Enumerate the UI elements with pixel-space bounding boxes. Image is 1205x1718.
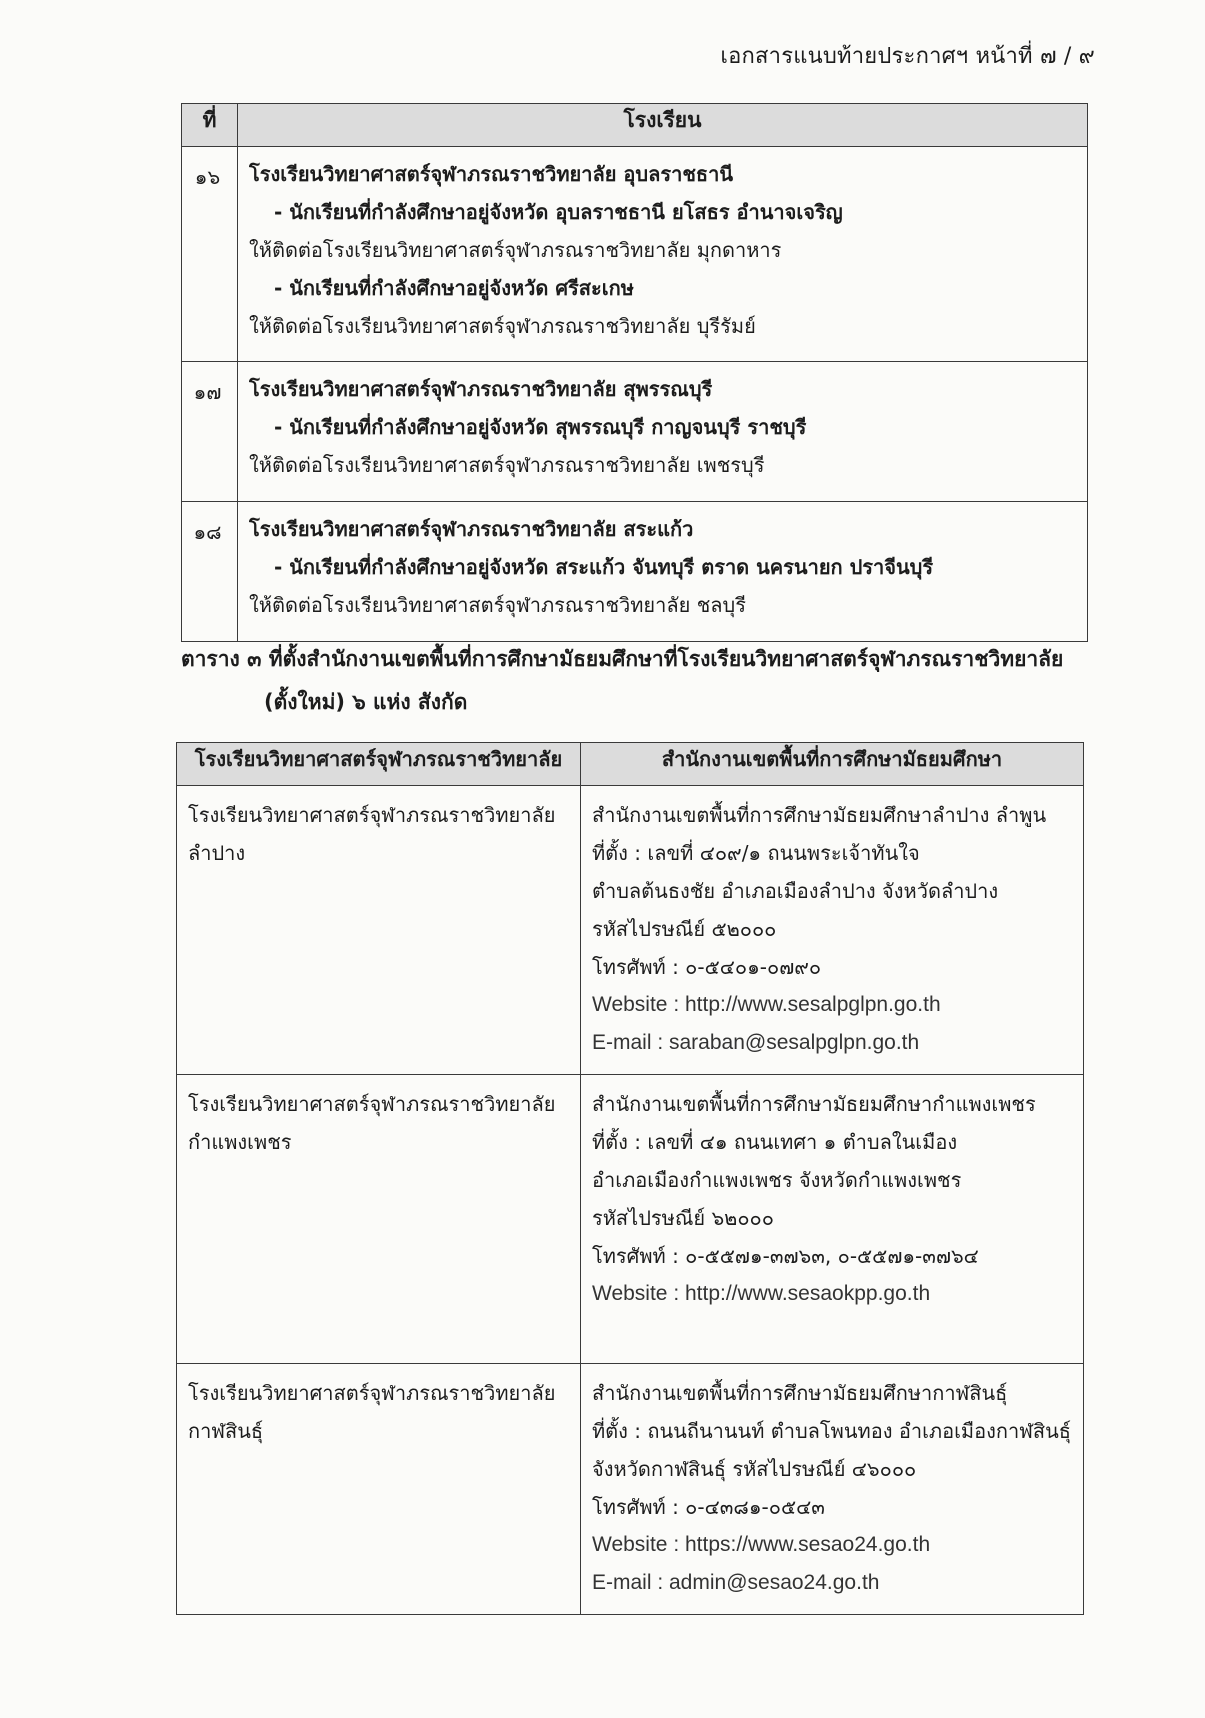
office-website: Website : https://www.sesao24.go.th (592, 1533, 931, 1556)
header-school: โรงเรียนวิทยาศาสตร์จุฬาภรณราชวิทยาลัย (177, 743, 581, 786)
table-row (182, 502, 1088, 642)
table-row (177, 786, 1084, 1075)
office-name: สำนักงานเขตพื้นที่การศึกษามัธยมศึกษากาฬสินธุ์ (592, 1381, 1008, 1405)
school-cell (238, 502, 1088, 642)
caption-line-1: ตาราง ๓ ที่ตั้งสำนักงานเขตพื้นที่การศึกษามัธยมศึกษาที่โรงเรียนวิทยาศาสตร์จุฬาภรณราชวิทยาลัย (181, 647, 1064, 671)
school-location: กำแพงเพชร (188, 1130, 292, 1154)
contact-instruction: ให้ติดต่อโรงเรียนวิทยาศาสตร์จุฬาภรณราชวิทยาลัย มุกดาหาร (249, 238, 782, 262)
table-row (182, 362, 1088, 502)
office-postcode: รหัสไปรษณีย์ ๖๒๐๐๐ (592, 1206, 774, 1230)
office-website: Website : http://www.sesaokpp.go.th (592, 1282, 931, 1305)
school-cell (177, 1075, 581, 1364)
school-location: ลำปาง (188, 841, 246, 865)
office-address: ตำบลต้นธงชัย อำเภอเมืองลำปาง จังหวัดลำปาง (592, 879, 999, 903)
table-header-row (177, 743, 1084, 786)
office-address: อำเภอเมืองกำแพงเพชร จังหวัดกำแพงเพชร (592, 1168, 962, 1192)
office-email: E-mail : admin@sesao24.go.th (592, 1571, 880, 1594)
province-note: - นักเรียนที่กำลังศึกษาอยู่จังหวัด อุบลราชธานี ยโสธร อำนาจเจริญ (274, 200, 843, 224)
school-cell (238, 362, 1088, 502)
office-postcode: รหัสไปรษณีย์ ๕๒๐๐๐ (592, 917, 777, 941)
office-cell (581, 786, 1084, 1075)
header-school: โรงเรียน (238, 104, 1088, 147)
school-name: โรงเรียนวิทยาศาสตร์จุฬาภรณราชวิทยาลัย (188, 803, 556, 827)
school-cell (238, 147, 1088, 362)
office-name: สำนักงานเขตพื้นที่การศึกษามัธยมศึกษาลำปาง ลำพูน (592, 803, 1047, 827)
table-row (177, 1075, 1084, 1364)
office-address: ที่ตั้ง : เลขที่ ๔๑ ถนนเทศา ๑ ตำบลในเมือง (592, 1130, 958, 1154)
education-offices-table (176, 742, 1084, 1615)
row-number: ๑๖ (182, 147, 238, 362)
office-address: ที่ตั้ง : เลขที่ ๔๐๙/๑ ถนนพระเจ้าทันใจ (592, 841, 920, 865)
school-name: โรงเรียนวิทยาศาสตร์จุฬาภรณราชวิทยาลัย (188, 1381, 556, 1405)
office-phone: โทรศัพท์ : ๐-๕๔๐๑-๐๗๙๐ (592, 955, 822, 979)
row-number: ๑๘ (182, 502, 238, 642)
office-website: Website : http://www.sesalpglpn.go.th (592, 993, 941, 1016)
contact-instruction: ให้ติดต่อโรงเรียนวิทยาศาสตร์จุฬาภรณราชวิทยาลัย บุรีรัมย์ (249, 314, 756, 338)
table-row (182, 147, 1088, 362)
school-cell (177, 786, 581, 1075)
office-email: E-mail : saraban@sesalpglpn.go.th (592, 1031, 920, 1054)
contact-instruction: ให้ติดต่อโรงเรียนวิทยาศาสตร์จุฬาภรณราชวิทยาลัย เพชรบุรี (249, 453, 765, 477)
office-phone: โทรศัพท์ : ๐-๕๕๗๑-๓๗๖๓, ๐-๕๕๗๑-๓๗๖๔ (592, 1244, 979, 1268)
office-cell (581, 1364, 1084, 1615)
school-name: โรงเรียนวิทยาศาสตร์จุฬาภรณราชวิทยาลัย (188, 1092, 556, 1116)
header-no: ที่ (182, 104, 238, 147)
office-cell (581, 1075, 1084, 1364)
school-name: โรงเรียนวิทยาศาสตร์จุฬาภรณราชวิทยาลัย สุพรรณบุรี (249, 377, 713, 401)
province-note: - นักเรียนที่กำลังศึกษาอยู่จังหวัด ศรีสะเกษ (274, 276, 634, 300)
table-row (177, 1364, 1084, 1615)
school-cell (177, 1364, 581, 1615)
office-address: จังหวัดกาฬสินธุ์ รหัสไปรษณีย์ ๔๖๐๐๐ (592, 1457, 917, 1481)
caption-line-2: (ตั้งใหม่) ๖ แห่ง สังกัด (264, 690, 468, 714)
school-name: โรงเรียนวิทยาศาสตร์จุฬาภรณราชวิทยาลัย อุบลราชธานี (249, 162, 734, 186)
office-address: ที่ตั้ง : ถนนถีนานนท์ ตำบลโพนทอง อำเภอเมืองกาฬสินธุ์ (592, 1419, 1071, 1443)
office-name: สำนักงานเขตพื้นที่การศึกษามัธยมศึกษากำแพงเพชร (592, 1092, 1036, 1116)
province-note: - นักเรียนที่กำลังศึกษาอยู่จังหวัด สุพรรณบุรี กาญจนบุรี ราชบุรี (274, 415, 807, 439)
province-note: - นักเรียนที่กำลังศึกษาอยู่จังหวัด สระแก้ว จันทบุรี ตราด นครนายก ปราจีนบุรี (274, 555, 934, 579)
contact-instruction: ให้ติดต่อโรงเรียนวิทยาศาสตร์จุฬาภรณราชวิทยาลัย ชลบุรี (249, 593, 746, 617)
page-header: เอกสารแนบท้ายประกาศฯ หน้าที่ ๗ / ๙ (720, 44, 1095, 69)
school-name: โรงเรียนวิทยาศาสตร์จุฬาภรณราชวิทยาลัย สระแก้ว (249, 517, 694, 541)
table-caption (181, 638, 1101, 724)
table-header-row (182, 104, 1088, 147)
header-office: สำนักงานเขตพื้นที่การศึกษามัธยมศึกษา (581, 743, 1084, 786)
schools-contact-table (181, 103, 1088, 642)
office-phone: โทรศัพท์ : ๐-๔๓๘๑-๐๕๔๓ (592, 1495, 825, 1519)
row-number: ๑๗ (182, 362, 238, 502)
school-location: กาฬสินธุ์ (188, 1419, 264, 1443)
